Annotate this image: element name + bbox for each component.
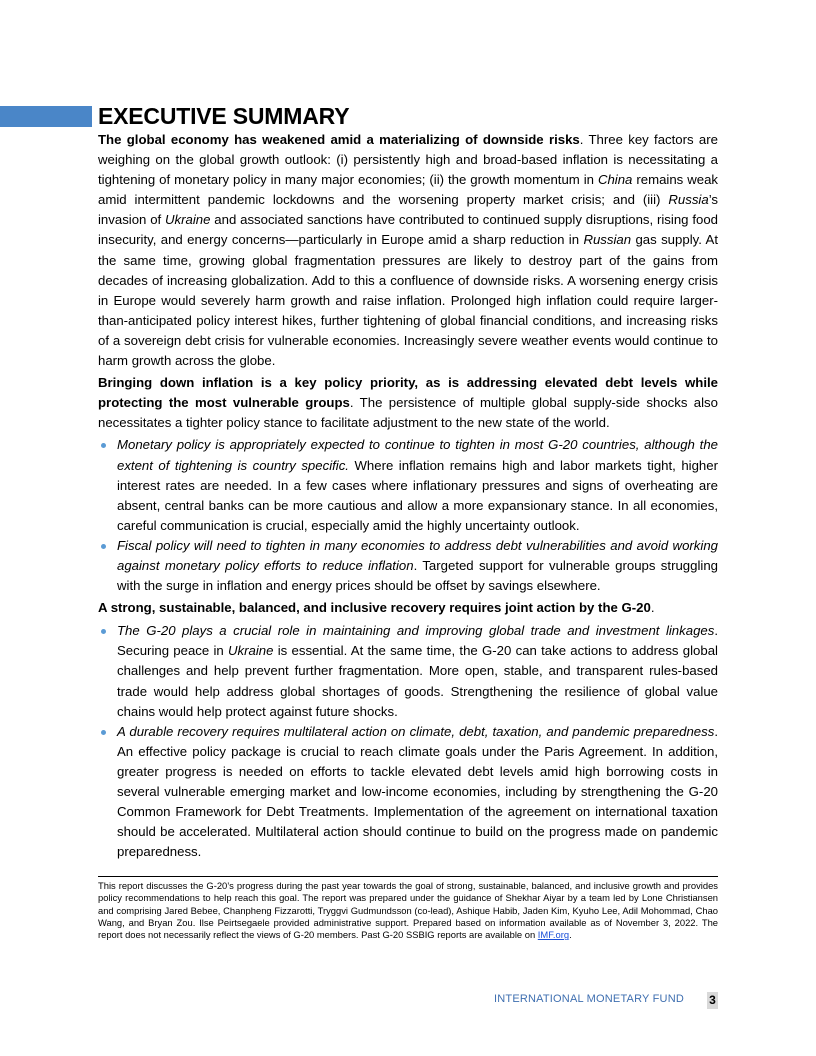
imf-link[interactable]: IMF.org [537,929,570,941]
list-item: Monetary policy is appropriately expected to continue to tighten in most G-20 countries, although the extent of tightening is country specific. Where inflation remains high and labor markets tight, higher interest rates are needed. In a few cases where inflationary pressures and signs of overheating are absent, central banks can be more cautious and allow a more expansionary stance. In all economies, careful communication is crucial, especially amid the highly uncertainty outlook. [98,435,718,535]
page-number: 3 [707,992,718,1009]
list-item: Fiscal policy will need to tighten in many economies to address debt vulnerabilities and avoid working against monetary policy efforts to reduce inflation. Targeted support for vulnerable groups struggling with the surge in inflation and energy prices should be offset by savings elsewhere. [98,536,718,596]
footnote: This report discusses the G-20’s progress during the past year towards the goal of strong, sustainable, balanced, and inclusive growth and provides policy recommendations to help reach this goal. The report was prepared under the guidance of Shekhar Aiyar by a team led by Lone Christiansen and comprising Jared Bebee, Chanpheng Fizzarotti, Tryggvi Gudmundsson (co-lead), Ashique Habib, Jaden Kim, Kyuho Lee, Adil Mohommad, Chao Wang, and Bryan Zou. Ilse Peirtsegaele provided administrative support. Prepared based on information available as of November 3, 2022. The report does not necessarily reflect the views of G-20 members. Past G-20 SSBIG reports are available on IMF.org. [98,880,718,941]
page-body [98,102,718,864]
footnote-divider [98,876,718,877]
action-bullet-list [98,621,718,862]
title-accent-bar [0,106,92,127]
main-content [98,130,718,862]
page-footer [0,993,816,1009]
intro-paragraph: The global economy has weakened amid a materializing of downside risks. Three key factors are weighing on the global growth outlook: (i) persistently high and broad-based inflation is necessitating a tightening of monetary policy in many major economies; (ii) the growth momentum in China remains weak amid intermittent pandemic lockdowns and the worsening property market crisis; and (iii) Russia’s invasion of Ukraine and associated sanctions have contributed to continued supply disruptions, rising food insecurity, and energy concerns—particularly in Europe amid a sharp reduction in Russian gas supply. At the same time, growing global fragmentation pressures are likely to destroy part of the gains from decades of increasing globalization. Add to this a confluence of downside risks. A worsening energy crisis in Europe would severely harm growth and raise inflation. Prolonged high inflation could require larger-than-anticipated policy interest hikes, further tightening of global financial conditions, and increasing risks of a sovereign debt crisis for vulnerable economies. Increasingly severe weather events would continue to harm growth across the globe. [98,132,718,369]
policy-bullet-list [98,435,718,596]
list-item: A durable recovery requires multilateral action on climate, debt, taxation, and pandemic preparedness. An effective policy package is crucial to reach climate goals under the Paris Agreement. In addition, greater progress is needed on efforts to tackle elevated debt levels amid high borrowing costs in several vulnerable emerging market and low-income economies, including by strengthening the G-20 Common Framework for Debt Treatments. Implementation of the agreement on international taxation should be accelerated. Multilateral action should continue to build on the progress made on pandemic preparedness. [98,722,718,863]
footer-organization: INTERNATIONAL MONETARY FUND [494,993,684,1005]
page-title: EXECUTIVE SUMMARY [98,103,350,129]
intro-lead: The global economy has weakened amid a materializing of downside risks [98,132,580,147]
list-item: The G-20 plays a crucial role in maintaining and improving global trade and investment linkages. Securing peace in Ukraine is essential. At the same time, the G-20 can take actions to address global challenges and help prevent further fragmentation. More open, stable, and transparent rules-based trade would help address global shortages of goods. Strengthening the resilience of global value chains would help protect against future shocks. [98,621,718,721]
recovery-heading: A strong, sustainable, balanced, and inclusive recovery requires joint action by the G-20. [98,600,655,616]
inflation-lead: Bringing down inflation is a key policy priority, as is addressing elevated debt levels while protecting the most vulnerable groups [98,375,718,411]
inflation-paragraph: Bringing down inflation is a key policy priority, as is addressing elevated debt levels while protecting the most vulnerable groups. The persistence of multiple global supply-side shocks also necessitates a tighter policy stance to facilitate adjustment to the new state of the world. [98,375,718,431]
